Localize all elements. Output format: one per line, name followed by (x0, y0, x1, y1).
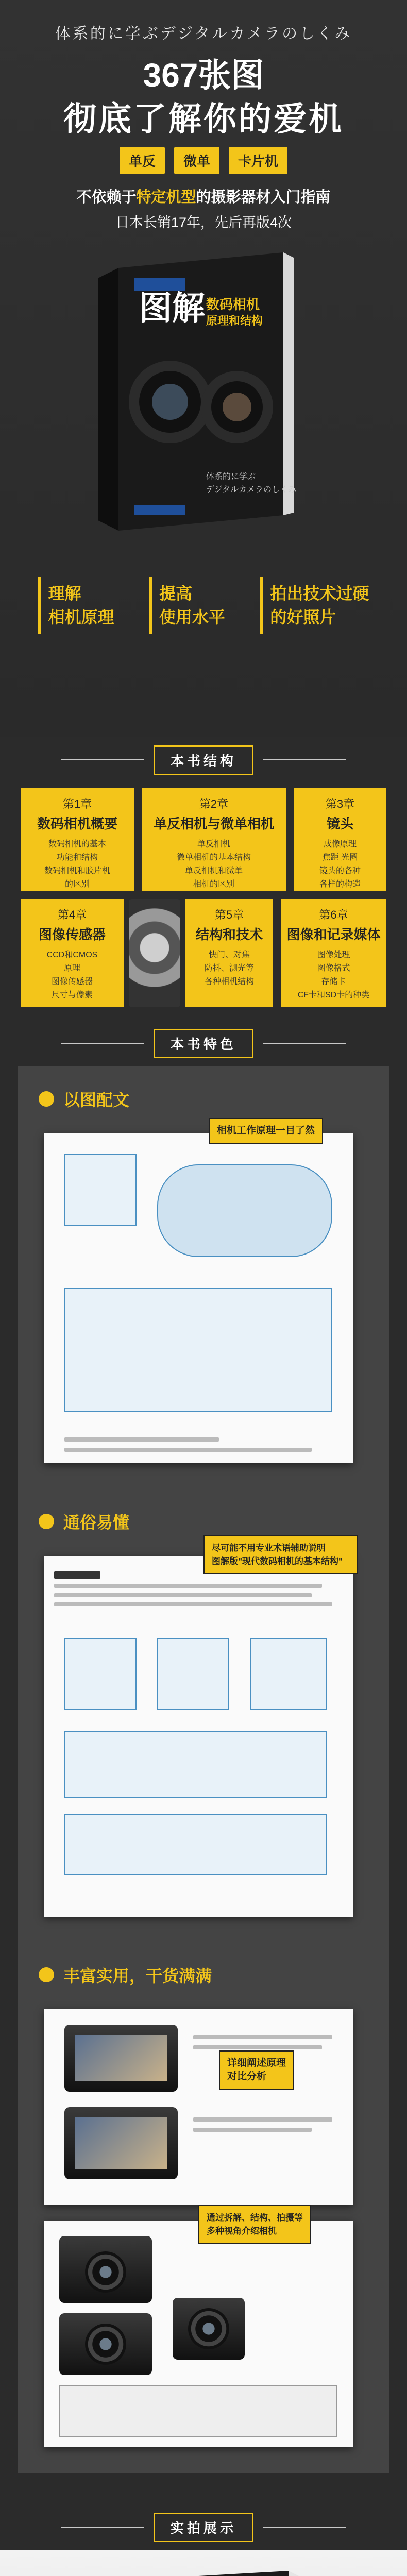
lens-image (188, 2308, 229, 2349)
svg-text:原理和结构: 原理和结构 (206, 314, 263, 327)
diagram-figure (157, 1638, 229, 1710)
spec-table (59, 2385, 337, 2437)
sample-page-1 (44, 1133, 353, 1463)
hero-features (0, 577, 407, 634)
text-line (193, 2035, 332, 2039)
chapter-num: 第2章 (199, 798, 229, 810)
chapter-card-4 (21, 899, 124, 1007)
chapter-num: 第4章 (57, 908, 87, 921)
camera-screen (75, 2117, 167, 2169)
chapter-desc: 图像处理 图像格式 存储卡 CF卡和SD卡的种类 (297, 951, 370, 999)
feature-text: 提高 使用水平 (159, 584, 225, 626)
feature-title: 以图配文 (63, 1091, 130, 1109)
chapter-title: 图像传感器 (38, 927, 106, 942)
bullet-icon (39, 1514, 54, 1529)
tag-dslr: 单反 (120, 147, 165, 174)
feature-bar (149, 577, 152, 634)
diagram-figure (64, 1638, 137, 1710)
chapter-desc: 成像原理 焦距 光圈 镜头的各种 各样的构造 (319, 840, 361, 889)
chapter-title: 单反相机与微单相机 (153, 816, 274, 832)
camera-image (173, 2298, 245, 2360)
feature-block-2 (39, 1510, 368, 1942)
chapter-title: 镜头 (326, 816, 353, 832)
showcase-section (0, 2550, 407, 2576)
showcase-title: 实拍展示 (154, 2513, 253, 2542)
feature-improve (149, 577, 225, 634)
chapter-desc: CCD和CMOS 原理 图像传感器 尺寸与像素 (46, 951, 98, 999)
feature-text: 理解 相机原理 (48, 584, 114, 626)
chapter-card-3 (294, 788, 386, 891)
chapter-card-2 (142, 788, 286, 891)
chapter-title: 结构和技术 (195, 927, 263, 942)
features-panel-wrap (0, 1066, 407, 2504)
svg-text:数码相机: 数码相机 (206, 297, 260, 312)
feature-shoot (260, 577, 369, 634)
text-line (193, 2117, 332, 2122)
callout-3: 详细阐述原理 对比分析 (219, 2050, 294, 2090)
hero-title-line1: 367张图 (143, 57, 264, 94)
showcase-photo-1 (0, 2550, 407, 2576)
tag-compact: 卡片机 (229, 147, 287, 174)
sample-page-3a (44, 2009, 353, 2205)
chapter-title: 数码相机概要 (37, 816, 117, 832)
text-line (64, 1437, 219, 1442)
feature-title: 丰富实用，干货满满 (63, 1967, 212, 1985)
svg-text:デジタルカメラのしくみ: デジタルカメラのしくみ (206, 484, 297, 494)
text-line (193, 2045, 322, 2049)
svg-text:体系的に学ぶ: 体系的に学ぶ (206, 471, 256, 481)
text-line (54, 1584, 322, 1588)
divider (61, 759, 144, 760)
camera-screen (75, 2035, 167, 2081)
chapter-card-5 (185, 899, 273, 1007)
book-title-big: 图解 (139, 290, 205, 327)
divider (61, 2527, 144, 2528)
hero-top-text: 体系的に学ぶデジタルカメラのしくみ (55, 25, 352, 43)
feature-understand (38, 577, 114, 634)
feature-head (39, 1087, 368, 1111)
hero-tags (0, 147, 407, 174)
text-line (54, 1602, 332, 1606)
diagram-figure (250, 1638, 327, 1710)
bullet-icon (39, 1091, 54, 1107)
diagram-figure (64, 1731, 327, 1798)
diagram-figure (64, 1154, 137, 1226)
chapter-num: 第5章 (214, 908, 244, 921)
chapter-desc: 数码相机的基本 功能和结构 数码相机和胶片机 的区别 (44, 840, 110, 889)
section-label (54, 1571, 100, 1579)
divider (263, 759, 346, 760)
feature-bar (260, 577, 263, 634)
text-line (64, 1448, 312, 1452)
feature-title: 通俗易懂 (63, 1513, 130, 1532)
chapter-num: 第1章 (62, 798, 92, 810)
hero-subtitle-2: 日本长销17年，先后再版4次 (115, 215, 292, 230)
diagram-figure (64, 1814, 327, 1875)
lens-diagram (157, 1164, 332, 1257)
book-cover-image (88, 247, 319, 536)
lens-image (85, 2324, 126, 2365)
text-line (193, 2128, 312, 2132)
divider (263, 2527, 346, 2528)
text-line (54, 1593, 312, 1597)
chapter-num: 第6章 (319, 908, 348, 921)
bullet-icon (39, 1967, 54, 1982)
callout-4: 通过拆解、结构、拍摄等 多种视角介绍相机 (198, 2205, 311, 2244)
chapter-photo (129, 899, 180, 1007)
feature-bar (38, 577, 41, 634)
features-panel (18, 1066, 389, 2473)
feature-head (39, 1510, 368, 1533)
lens-image (85, 2251, 126, 2293)
chapter-desc: 单反相机 微单相机的基本结构 单反相机和微单 相机的区别 (176, 840, 251, 889)
divider (61, 1043, 144, 1044)
features-title: 本书特色 (154, 1029, 253, 1058)
sample-page-3b (44, 2221, 353, 2447)
book-photo (0, 2550, 407, 2576)
callout-1: 相机工作原理一目了然 (209, 1118, 323, 1144)
chapter-title: 图像和记录媒体 (286, 927, 381, 942)
divider (263, 1043, 346, 1044)
features-heading (0, 1020, 407, 1066)
camera-image (59, 2236, 152, 2303)
feature-text: 拍出技术过硬 的好照片 (270, 584, 369, 626)
feature-block-3 (39, 1963, 368, 2458)
hero-subtitle: 不依赖于特定机型的摄影器材入门指南 (76, 189, 331, 206)
camera-image (59, 2313, 152, 2375)
structure-title: 本书结构 (154, 745, 253, 775)
structure-heading (0, 737, 407, 783)
callout-2: 尽可能不用专业术语辅助说明 图解版"现代数码相机的基本结构" (204, 1535, 358, 1574)
structure-section (0, 783, 407, 1020)
chapter-card-6 (281, 899, 386, 1007)
chapter-num: 第3章 (325, 798, 355, 810)
feature-block-1 (39, 1087, 368, 1489)
feature-head (39, 1963, 368, 1987)
showcase-heading (0, 2504, 407, 2550)
sample-page-2 (44, 1556, 353, 1917)
camera-image (64, 2107, 178, 2179)
camera-image (64, 2025, 178, 2092)
chapter-desc: 快门、对焦 防抖、测光等 各种相机结构 (204, 951, 254, 986)
tag-mirrorless: 微单 (174, 147, 219, 174)
hero-section (0, 0, 407, 737)
hero-title-line2: 彻底了解你的爱机 (63, 100, 344, 138)
diagram-figure-2 (64, 1288, 332, 1412)
chapter-card-1 (21, 788, 134, 891)
